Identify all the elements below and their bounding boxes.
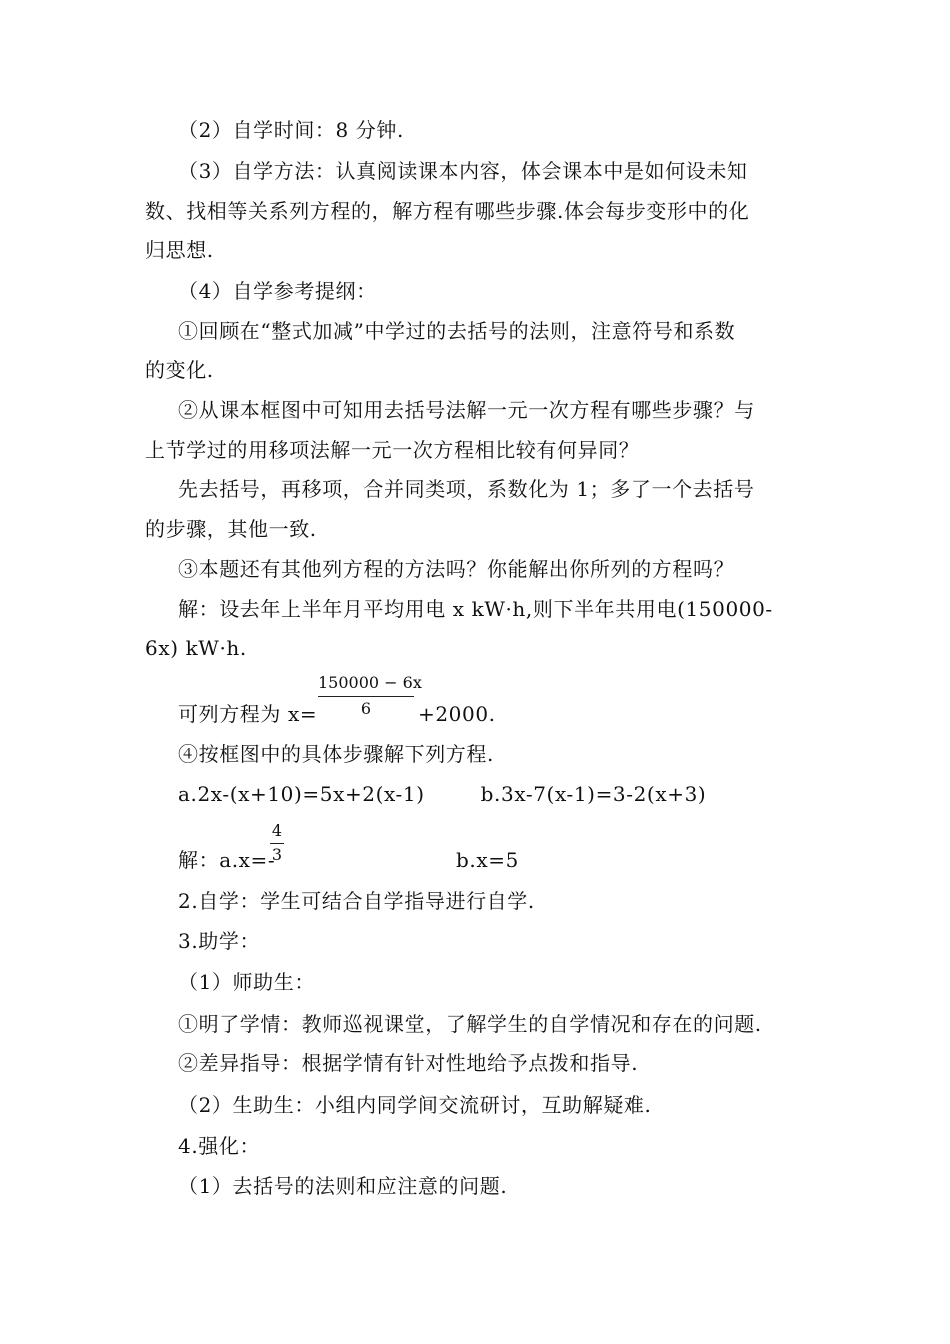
teacher-helps-student: （1）师助生：: [178, 970, 315, 994]
outline-item-1-line-2: 的变化.: [145, 358, 214, 382]
solution-b: b.x=5: [456, 848, 519, 872]
outline-item-2-line-2: 上节学过的用移项法解一元一次方程相比较有何异同？: [145, 438, 640, 462]
equation-fraction-numerator: 150000 − 6x: [318, 673, 422, 692]
equation-fraction-denominator: 6: [360, 699, 372, 718]
solution-a-prefix: 解：a.x=-: [178, 848, 276, 872]
self-study-method-line-2: 数、找相等关系列方程的，解方程有哪些步骤.体会每步变形中的化: [145, 199, 750, 223]
section-4-reinforce: 4.强化：: [178, 1134, 261, 1158]
outline-answer-line-1: 先去括号，再移项，合并同类项，系数化为 1；多了一个去括号: [178, 477, 755, 501]
exercise-a: a.2x-(x+10)=5x+2(x-1): [178, 782, 425, 806]
teacher-help-item-1: ①明了学情：教师巡视课堂，了解学生的自学情况和存在的问题.: [178, 1012, 762, 1036]
study-outline-heading: （4）自学参考提纲：: [178, 279, 377, 303]
solution-fraction-bar: [270, 843, 284, 844]
outline-item-3: ③本题还有其他列方程的方法吗？你能解出你所列的方程吗？: [178, 557, 735, 581]
solution-fraction-numerator: 4: [271, 821, 283, 840]
reinforce-item-1: （1）去括号的法则和应注意的问题.: [178, 1174, 508, 1198]
section-3-assist: 3.助学：: [178, 929, 261, 953]
exercise-b: b.3x-7(x-1)=3-2(x+3): [480, 782, 707, 806]
solution-fraction-denominator: 3: [271, 845, 283, 864]
equation-suffix: +2000.: [418, 702, 496, 726]
equation-prefix: 可列方程为 x=: [178, 702, 318, 726]
outline-item-4: ④按框图中的具体步骤解下列方程.: [178, 742, 494, 766]
teacher-help-item-2: ②差异指导：根据学情有针对性地给予点拨和指导.: [178, 1051, 639, 1075]
outline-answer-line-2: 的步骤，其他一致.: [145, 517, 317, 541]
self-study-time: （2）自学时间：8 分钟.: [178, 118, 404, 142]
self-study-method-line-3: 归思想.: [145, 238, 214, 262]
outline-item-2-line-1: ②从课本框图中可知用去括号法解一元一次方程有哪些步骤？与: [178, 398, 755, 422]
equation-fraction-bar: [318, 696, 414, 697]
solution-setup-line-1: 解：设去年上半年月平均用电 x kW·h,则下半年共用电(150000-: [178, 597, 773, 621]
exercise-equations: [178, 781, 706, 807]
section-2-self-study: 2.自学：学生可结合自学指导进行自学.: [178, 889, 535, 913]
student-helps-student: （2）生助生：小组内同学间交流研讨，互助解疑难.: [178, 1093, 652, 1117]
self-study-method-line-1: （3）自学方法：认真阅读课本内容，体会课本中是如何设未知: [178, 159, 748, 183]
solution-setup-line-2: 6x) kW·h.: [145, 636, 247, 660]
outline-item-1-line-1: ①回顾在“整式加减”中学过的去括号的法则，注意符号和系数: [178, 319, 736, 343]
